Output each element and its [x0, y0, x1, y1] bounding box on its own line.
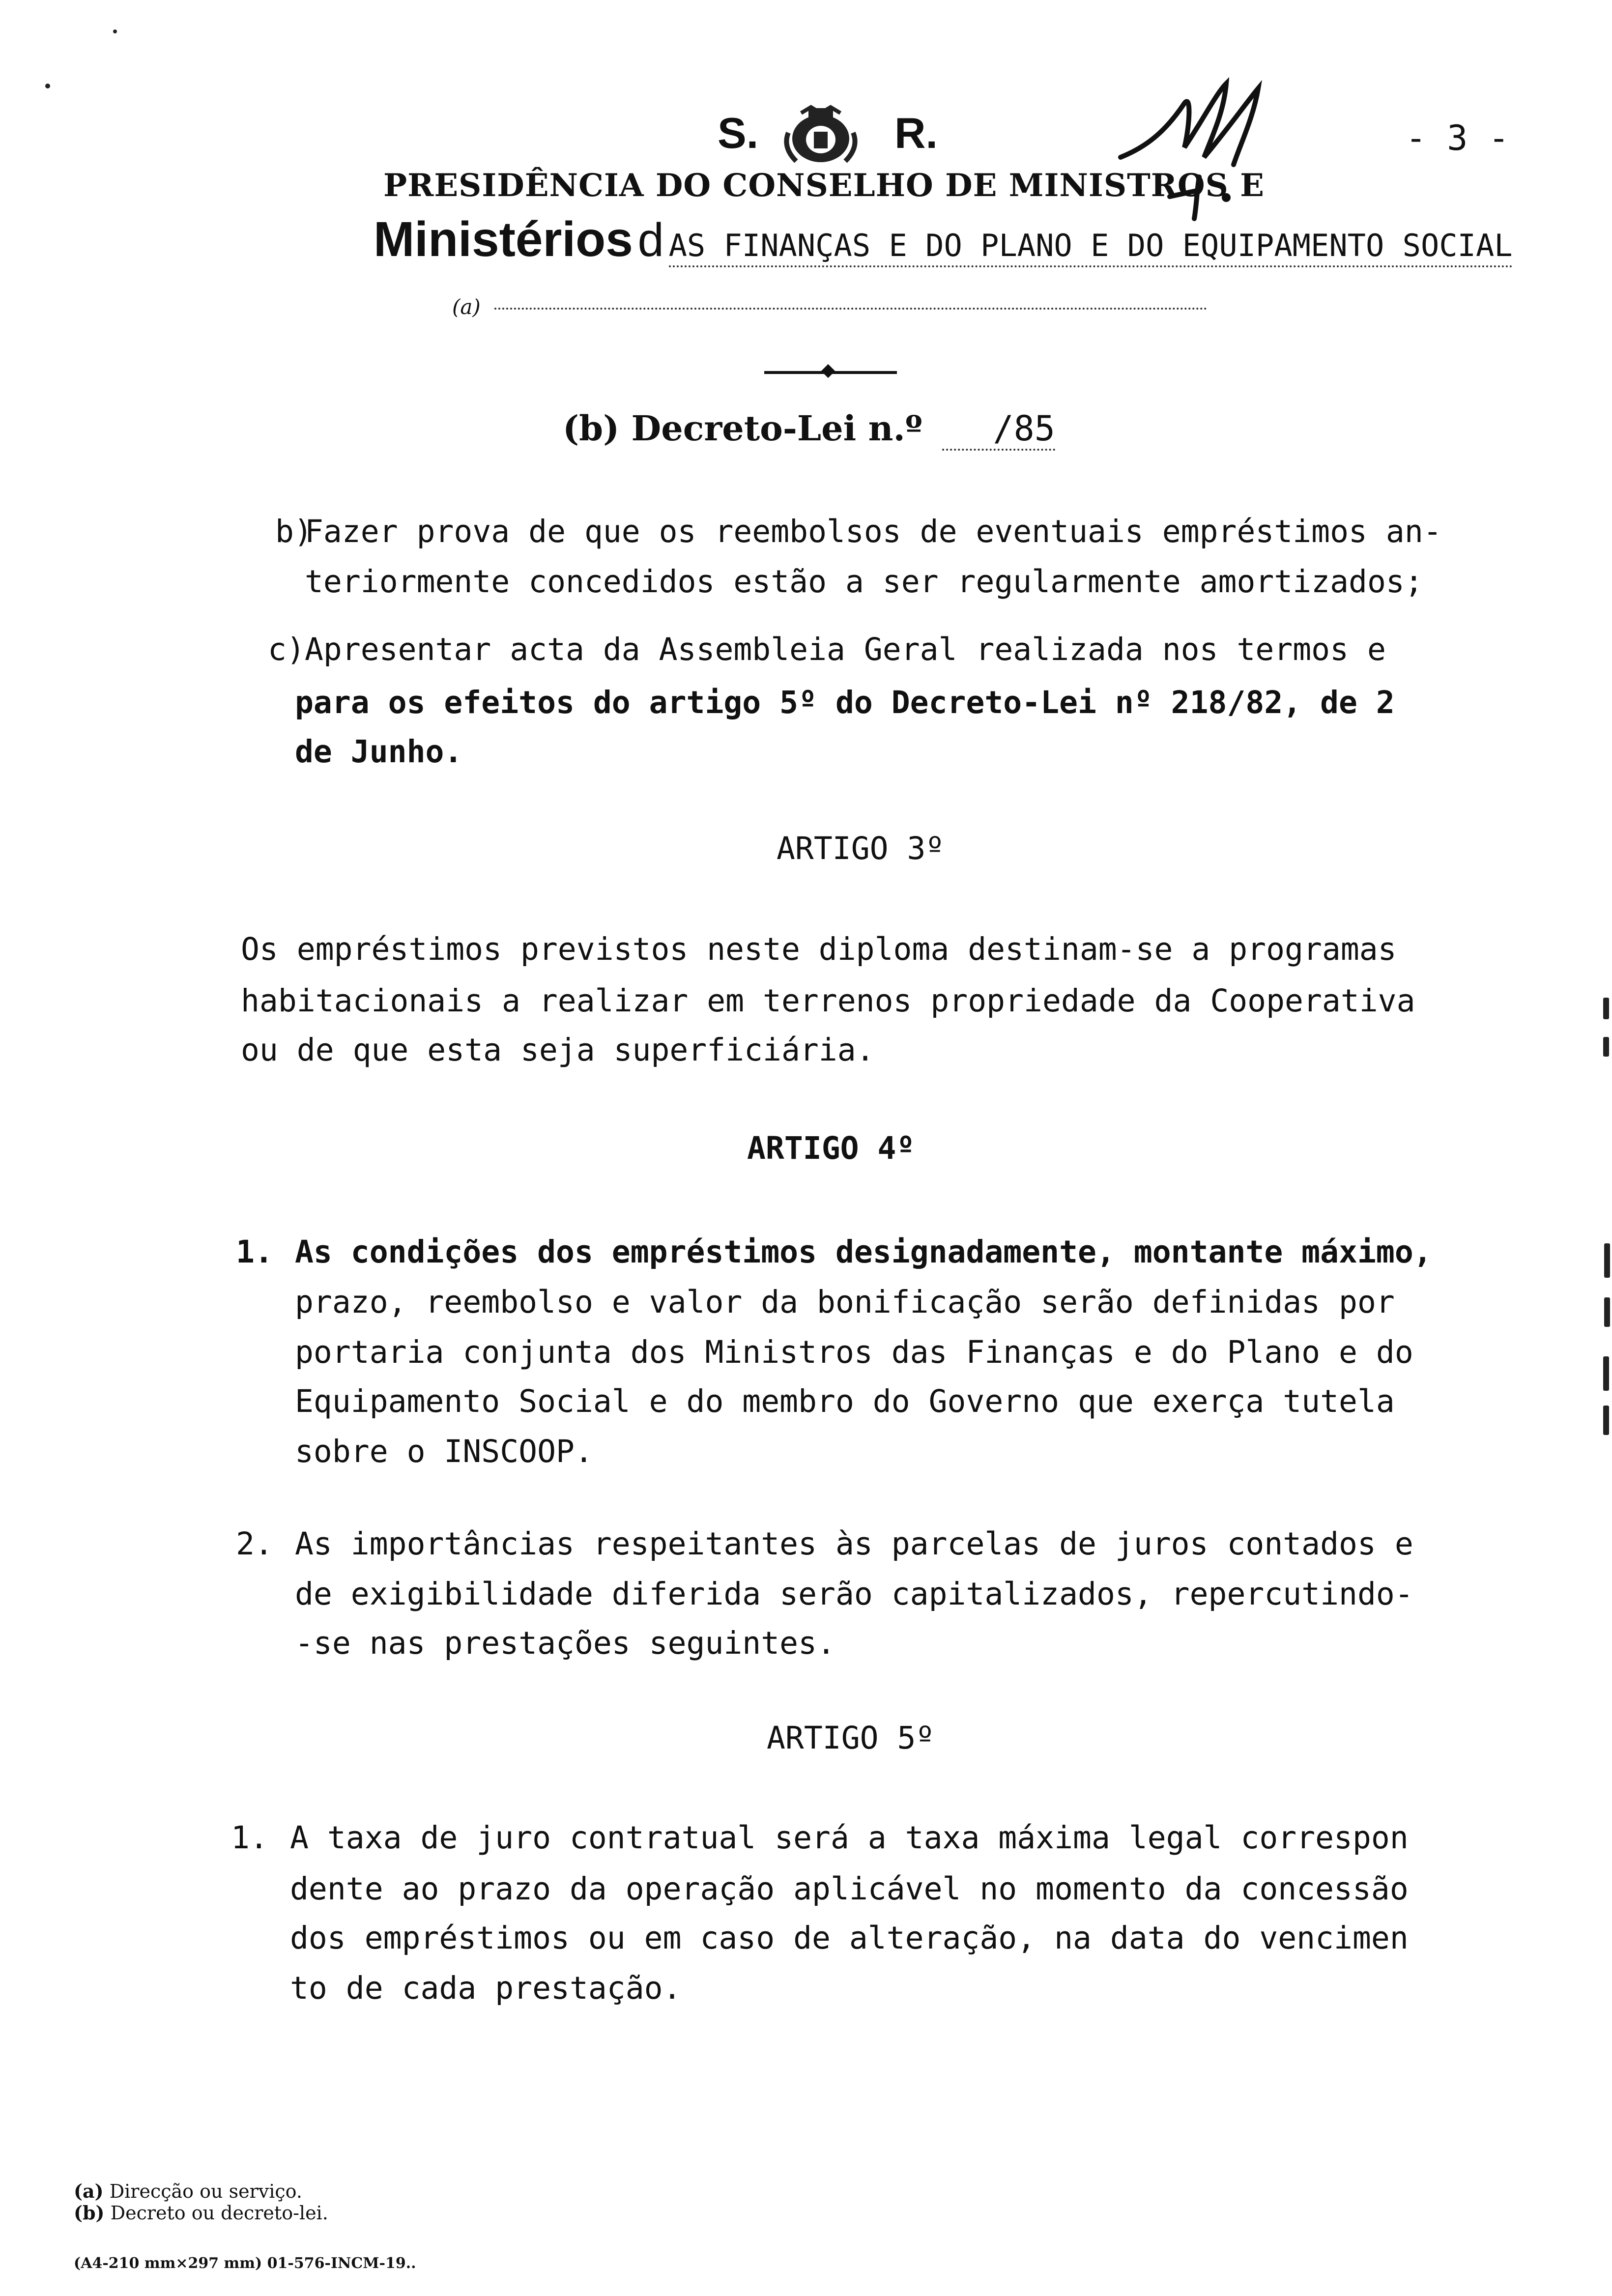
- footnote-b-text: Decreto ou decreto-lei.: [110, 2202, 328, 2224]
- article-5-p1-line4: to de cada prestação.: [290, 1970, 682, 2006]
- item-b-line2: teriormente concedidos estão a ser regularmente amortizados;: [305, 564, 1423, 600]
- scan-speck: [1604, 1297, 1610, 1327]
- article-4-p1-line2: prazo, reembolso e valor da bonificação serão definidas por: [295, 1284, 1395, 1320]
- scan-speck: [45, 84, 50, 88]
- article-4-p1-num: 1.: [236, 1234, 273, 1270]
- decreto-number: /85: [942, 408, 1055, 451]
- sr-right-letter: R.: [894, 109, 938, 157]
- ministry-line: [374, 211, 1513, 268]
- article-5-p1-num: 1.: [231, 1820, 268, 1856]
- article-4-p2-line3: -se nas prestações seguintes.: [295, 1625, 835, 1661]
- footnote-a: [74, 2180, 302, 2203]
- item-b-label: b): [275, 514, 313, 549]
- footnote-b: [74, 2202, 328, 2224]
- article-5-p1-line3: dos empréstimos ou em caso de alteração, na data do vencimen: [290, 1920, 1409, 1956]
- item-c-line3: de Junho.: [295, 734, 463, 770]
- ministerio-d: d: [637, 214, 664, 266]
- ministerio-word: Ministérios: [374, 212, 633, 267]
- article-3-line3: ou de que esta seja superficiária.: [241, 1032, 875, 1068]
- article-4-p2-line1: As importâncias respeitantes às parcelas de juros contados e: [295, 1526, 1413, 1562]
- ministerio-name: AS FINANÇAS E DO PLANO E DO EQUIPAMENTO SOCIAL: [669, 228, 1513, 267]
- coat-of-arms-icon: [781, 103, 860, 167]
- item-c-line1: Apresentar acta da Assembleia Geral realizada nos termos e: [305, 631, 1386, 667]
- article-4-p2-num: 2.: [236, 1526, 273, 1562]
- article-4-heading: ARTIGO 4º: [747, 1130, 915, 1166]
- decreto-line: [563, 408, 1055, 451]
- scan-speck: [1604, 1243, 1610, 1278]
- footnote-a-text: Direcção ou serviço.: [109, 2181, 302, 2202]
- scan-speck: [1603, 1356, 1609, 1391]
- scan-speck: [1603, 998, 1609, 1019]
- sr-left-letter: S.: [718, 109, 759, 157]
- dotted-fill-line: [494, 308, 1207, 310]
- item-b-line1: Fazer prova de que os reembolsos de eventuais empréstimos an-: [305, 514, 1442, 549]
- article-5-p1-line2: dente ao prazo da operação aplicável no momento da concessão: [290, 1871, 1409, 1907]
- scan-speck: [1603, 1406, 1609, 1435]
- article-4-p1-line4: Equipamento Social e do membro do Governo que exerça tutela: [295, 1383, 1395, 1419]
- republic-header: [698, 103, 973, 167]
- direction-line: [452, 295, 1207, 319]
- footnote-a-key: (a): [74, 2180, 104, 2202]
- article-4-p1-line1: As condições dos empréstimos designadamente, montante máximo,: [295, 1234, 1432, 1270]
- article-5-heading: ARTIGO 5º: [767, 1720, 935, 1756]
- scan-speck: [113, 29, 117, 33]
- article-3-line1: Os empréstimos previstos neste diploma destinam-se a programas: [241, 931, 1397, 967]
- item-c-label: c): [268, 631, 305, 667]
- article-4-p1-line3: portaria conjunta dos Ministros das Finanças e do Plano e do: [295, 1334, 1413, 1370]
- article-5-p1-line1: A taxa de juro contratual será a taxa máxima legal correspon: [290, 1820, 1409, 1856]
- scan-speck: [1603, 1037, 1609, 1057]
- presidencia-line: PRESIDÊNCIA DO CONSELHO DE MINISTROS E: [383, 167, 1265, 204]
- footnote-b-key: (b): [74, 2202, 105, 2224]
- item-c-line2: para os efeitos do artigo 5º do Decreto-Lei nº 218/82, de 2: [295, 685, 1395, 720]
- article-3-line2: habitacionais a realizar em terrenos propriedade da Cooperativa: [241, 983, 1415, 1019]
- article-4-p2-line2: de exigibilidade diferida serão capitalizados, repercutindo-: [295, 1576, 1413, 1612]
- decreto-label: (b) Decreto-Lei n.º: [563, 408, 922, 449]
- direction-label: (a): [452, 295, 481, 319]
- article-3-heading: ARTIGO 3º: [777, 831, 945, 866]
- form-code: (A4-210 mm×297 mm) 01-576-INCM-19..: [74, 2255, 416, 2272]
- article-4-p1-line5: sobre o INSCOOP.: [295, 1434, 593, 1469]
- header-divider: [764, 371, 897, 374]
- page-number: - 3 -: [1406, 118, 1509, 158]
